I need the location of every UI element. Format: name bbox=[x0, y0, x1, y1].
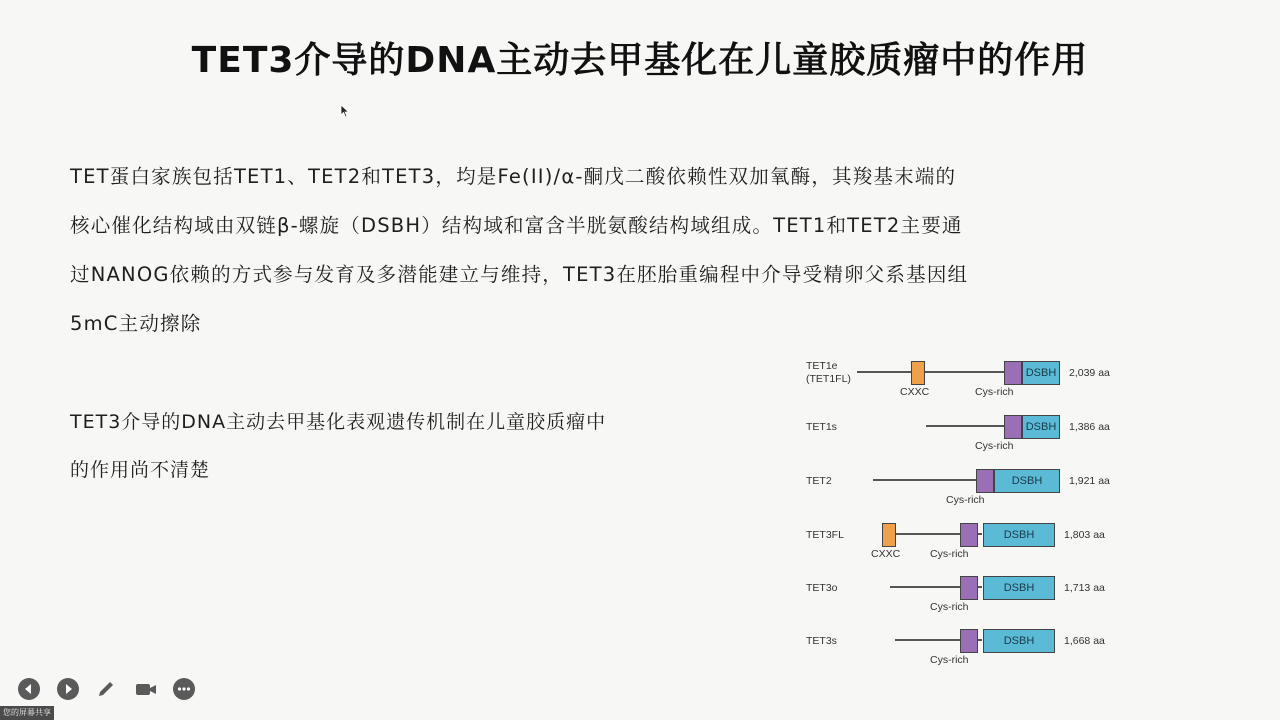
cys-rich-domain bbox=[960, 576, 978, 600]
note-line: 的作用尚不清楚 bbox=[70, 459, 211, 481]
cxxc-label: CXXC bbox=[900, 386, 930, 398]
paragraph-line: 5mC主动擦除 bbox=[70, 312, 202, 335]
protein-length: 1,668 aa bbox=[1064, 635, 1105, 647]
isoform-name: TET3FL bbox=[806, 529, 844, 541]
isoform-name: TET3o bbox=[806, 582, 838, 594]
cys-rich-label: Cys-rich bbox=[930, 601, 969, 613]
dsbh-domain: DSBH bbox=[983, 629, 1055, 653]
cys-rich-domain bbox=[1004, 361, 1022, 385]
protein-length: 2,039 aa bbox=[1069, 367, 1110, 379]
slide-title: TET3介导的DNA主动去甲基化在儿童胶质瘤中的作用 bbox=[191, 40, 1089, 81]
protein-length: 1,713 aa bbox=[1064, 582, 1105, 594]
cys-rich-label: Cys-rich bbox=[975, 440, 1014, 452]
intro-paragraph bbox=[70, 152, 1190, 348]
camera-icon bbox=[134, 678, 158, 700]
play-button[interactable] bbox=[57, 678, 79, 700]
cys-rich-domain bbox=[960, 523, 978, 547]
isoform-name-sub: (TET1FL) bbox=[806, 373, 851, 385]
domain-row-tet1e bbox=[800, 358, 1130, 398]
isoform-name: TET2 bbox=[806, 475, 832, 487]
dsbh-domain: DSBH bbox=[1022, 361, 1060, 385]
cys-rich-domain bbox=[976, 469, 994, 493]
dsbh-domain: DSBH bbox=[983, 576, 1055, 600]
previous-icon bbox=[18, 678, 40, 700]
camera-button[interactable] bbox=[134, 678, 156, 700]
isoform-name: TET1e bbox=[806, 360, 838, 372]
more-button[interactable] bbox=[173, 678, 195, 700]
dsbh-domain: DSBH bbox=[983, 523, 1055, 547]
protein-length: 1,386 aa bbox=[1069, 421, 1110, 433]
cys-rich-domain bbox=[960, 629, 978, 653]
paragraph-line: 过NANOG依赖的方式参与发育及多潜能建立与维持，TET3在胚胎重编程中介导受精卵父系基因组 bbox=[70, 263, 969, 286]
tet-domain-diagram bbox=[800, 352, 1130, 672]
cys-rich-label: Cys-rich bbox=[975, 386, 1014, 398]
domain-row-tet3s bbox=[800, 626, 1130, 666]
play-icon bbox=[57, 678, 79, 700]
mouse-cursor-icon bbox=[340, 104, 350, 118]
paragraph-line: 核心催化结构域由双链β-螺旋（DSBH）结构域和富含半胱氨酸结构域组成。TET1和TET2主要通 bbox=[70, 214, 963, 237]
dsbh-domain: DSBH bbox=[1022, 415, 1060, 439]
cxxc-domain bbox=[882, 523, 896, 547]
protein-length: 1,803 aa bbox=[1064, 529, 1105, 541]
cys-rich-domain bbox=[1004, 415, 1022, 439]
cxxc-domain bbox=[911, 361, 925, 385]
cys-rich-label: Cys-rich bbox=[946, 494, 985, 506]
domain-row-tet2 bbox=[800, 466, 1130, 506]
dsbh-domain: DSBH bbox=[994, 469, 1060, 493]
domain-row-tet3o bbox=[800, 573, 1130, 613]
cys-rich-label: Cys-rich bbox=[930, 654, 969, 666]
note-line: TET3介导的DNA主动去甲基化表观遗传机制在儿童胶质瘤中 bbox=[70, 411, 607, 433]
pen-button[interactable] bbox=[95, 678, 117, 700]
previous-slide-button[interactable] bbox=[18, 678, 40, 700]
screen-share-badge[interactable]: 您的屏幕共享 bbox=[0, 706, 54, 720]
protein-backbone bbox=[857, 371, 1023, 373]
cys-rich-label: Cys-rich bbox=[930, 548, 969, 560]
paragraph-line: TET蛋白家族包括TET1、TET2和TET3，均是Fe(II)/α-酮戊二酸依赖性双加氧酶，其羧基末端的 bbox=[70, 165, 957, 188]
isoform-name: TET3s bbox=[806, 635, 837, 647]
domain-row-tet1s bbox=[800, 412, 1130, 452]
pen-icon bbox=[95, 678, 117, 700]
protein-backbone bbox=[873, 479, 983, 481]
protein-length: 1,921 aa bbox=[1069, 475, 1110, 487]
research-question-note bbox=[70, 398, 710, 494]
more-icon bbox=[173, 678, 195, 700]
cxxc-label: CXXC bbox=[871, 548, 901, 560]
domain-row-tet3fl bbox=[800, 520, 1130, 560]
isoform-name: TET1s bbox=[806, 421, 837, 433]
